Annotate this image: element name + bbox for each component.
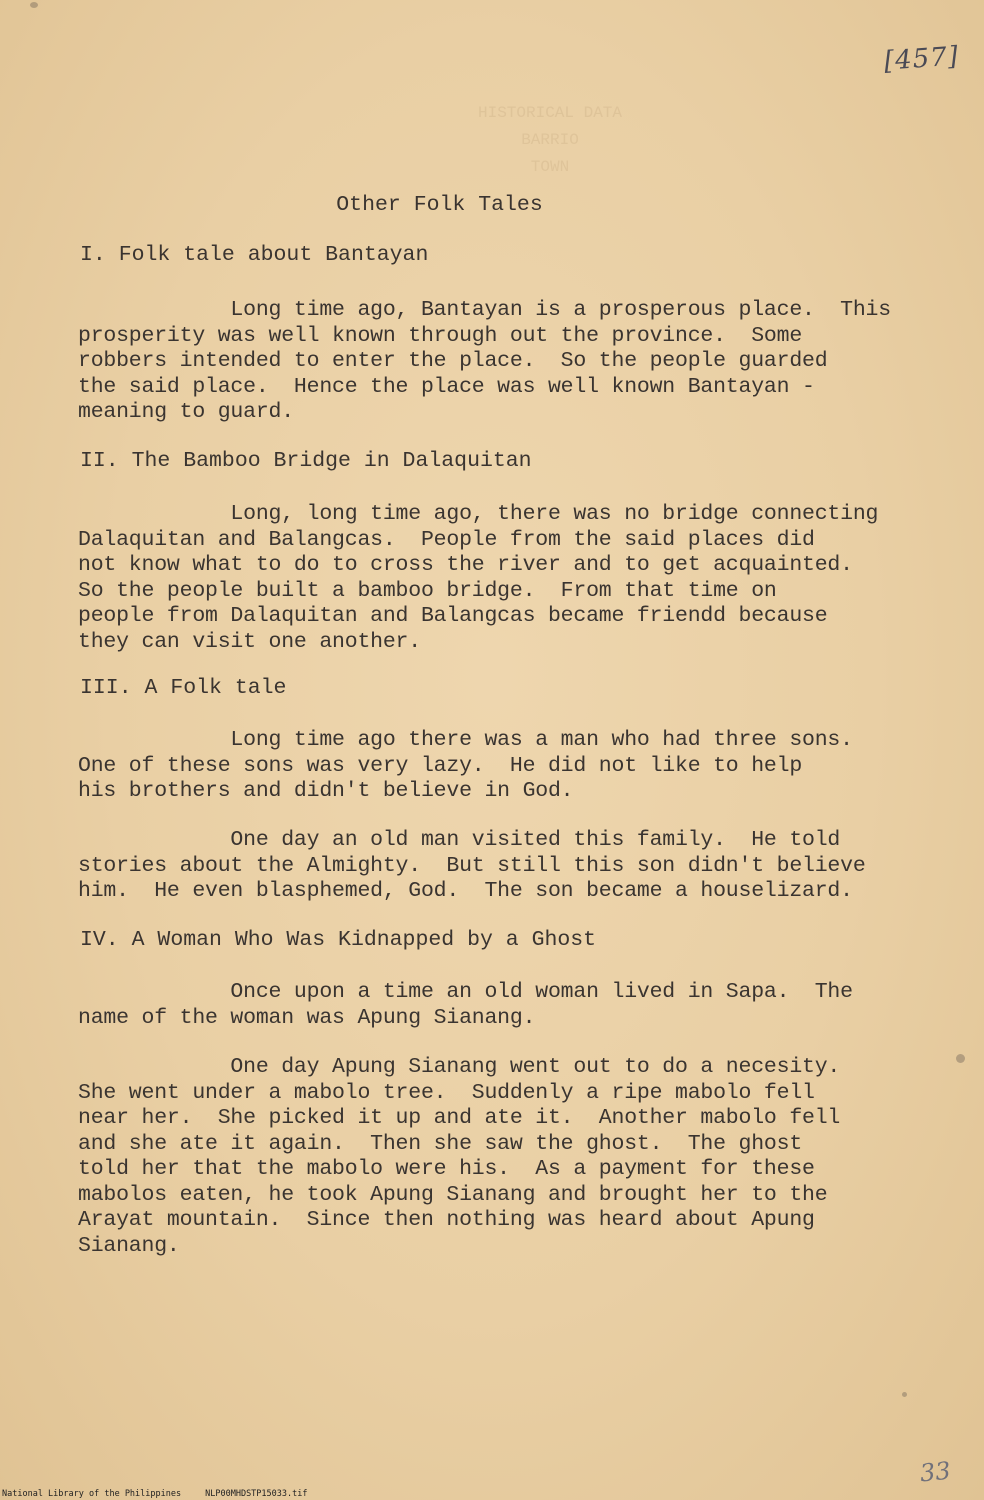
paragraph-bamboo-bridge: Long, long time ago, there was no bridge connecting Dalaquitan and Balangcas. People from the said places did not know what to do to cross the river and to get acquainted. So the people built a bamboo bridge. From that time on people from Dalaquitan and Balangcas became friendd because they can visit one another. — [78, 502, 879, 654]
faded-header-line: BARRIO — [521, 131, 579, 149]
section-heading-folk-tale: III. A Folk tale — [80, 676, 287, 700]
paragraph-old-man: One day an old man visited this family. He told stories about the Almighty. But still this son didn't believe him. He even blasphemed, God. The son became a houselizard. — [78, 828, 866, 903]
paper-spot — [902, 1392, 907, 1397]
document-title: Other Folk Tales — [336, 193, 543, 217]
scan-footer — [2, 1489, 307, 1499]
footer-institution: National Library of the Philippines — [2, 1489, 182, 1499]
paragraph-bantayan: Long time ago, Bantayan is a prosperous place. This prosperity was well known through out the province. Some robbers intended to enter the place. So the people guarded the said place. Hence the place was well known Bantayan - meaning to guard. — [78, 298, 891, 424]
section-heading-bamboo-bridge: II. The Bamboo Bridge in Dalaquitan — [80, 449, 532, 473]
faded-header-line: TOWN — [530, 158, 570, 176]
faded-header-bleedthrough — [330, 100, 770, 181]
paragraph-three-sons: Long time ago there was a man who had three sons. One of these sons was very lazy. He did not like to help his brothers and didn't believe in God. — [78, 728, 853, 803]
footer-file-name: NLP00MHDSTP15033.tif — [205, 1489, 308, 1499]
section-heading-bantayan: I. Folk tale about Bantayan — [80, 243, 429, 267]
paper-spot — [30, 2, 38, 8]
faded-header-line: HISTORICAL DATA — [477, 104, 623, 122]
paragraph-mabolo-ghost: One day Apung Sianang went out to do a necesity. She went under a mabolo tree. Suddenly a ripe mabolo fell near her. She picked it up and ate it. Another mabolo fell and she ate it again. Then she saw the ghost. The ghost told her that the mabolo were his. As a payment for these mabolos eaten, he took Apung Sianang and brought her to the Arayat mountain. Since then nothing was heard about Apung Sianang. — [78, 1055, 841, 1258]
section-heading-kidnapped-woman: IV. A Woman Who Was Kidnapped by a Ghost — [80, 928, 597, 952]
handwritten-page-number: 33 — [918, 1456, 952, 1488]
archive-page-number: [457] — [883, 41, 960, 77]
paragraph-apung-sianang: Once upon a time an old woman lived in Sapa. The name of the woman was Apung Sianang. — [78, 980, 853, 1030]
paper-spot — [956, 1054, 965, 1063]
